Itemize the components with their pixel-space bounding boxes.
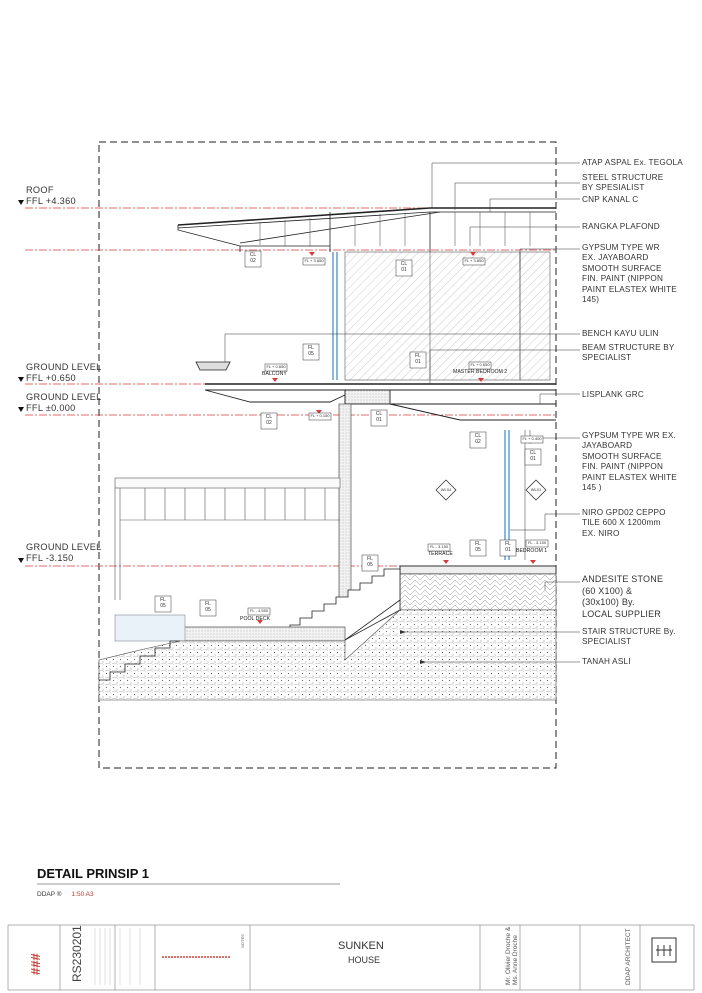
spot-level-roof-right: FL + 3.850 [464,258,484,263]
project-name-line2: HOUSE [348,955,381,965]
callout-steel-structure: STEEL STRUCTURE BY SPESIALIST [582,173,664,193]
callout-niro-tile: NIRO GPD02 CEPPO TILE 600 X 1200mm EX. NIRO [582,508,666,538]
spot-level-roof-left: FL + 3.850 [304,258,324,263]
spot-level-soffit: FL + 0.150 [310,413,330,418]
tag-fl-05-e: FL 05 [205,601,211,613]
callout-gypsum-upper: GYPSUM TYPE WR EX. JAYABOARD SMOOTH SURFACE FIN. PAINT (NIPPON PAINT ELASTEX WHITE 145) [582,243,677,305]
level-value-roof: FFL +4.360 [26,196,76,206]
tag-fl-01-b: FL 01 [505,541,511,553]
tag-cl-01-b: CL 01 [375,411,383,423]
level-label-ground-1: GROUND LEVEL [26,362,102,372]
spot-level-ceiling-lower: FL + 0.400 [522,436,542,441]
room-bedroom-1: BEDROOM 1 [516,548,548,554]
tag-cl-02-a: CL 02 [249,252,257,264]
callout-rangka-plafond: RANGKA PLAFOND [582,222,660,231]
sheet-number: ### [28,953,43,975]
pool-deck [180,627,345,641]
tag-cl-02-b: CL 02 [265,414,273,426]
callout-bench-kayu: BENCH KAYU ULIN [582,329,659,338]
spot-level-terrace: FL - 3.150 [429,544,449,549]
project-name-line1: SUNKEN [338,940,384,952]
tag-fl-05-c: FL 05 [367,556,373,568]
master-bedroom-hatch [345,252,520,380]
tag-fl-01-a: FL 01 [415,353,421,365]
title-block-grid [95,928,140,985]
tag-cl-01-a: CL 01 [400,261,408,273]
pergola [115,478,340,600]
tag-fl-05-a: FL 05 [308,345,314,357]
callout-stair-structure: STAIR STRUCTURE By. SPECIALIST [582,627,676,647]
level-value-ground-3: FFL -3.150 [26,553,74,563]
level-label-roof: ROOF [26,185,54,195]
tag-cl-02-c: CL 02 [474,433,482,445]
spot-level-bedroom-2: FL + 0.650 [470,362,490,367]
upper-wall-right [520,252,550,380]
callout-cnp-kanal: CNP KANAL C [582,195,639,204]
callout-lisplank: LISPLANK GRC [582,390,645,399]
level-label-ground-2: GROUND LEVEL [26,392,102,402]
andesite-stone [400,574,556,610]
room-balcony: BALCONY [262,371,287,377]
callout-atap-aspal: ATAP ASPAL Ex. TEGOLA [582,158,683,167]
callout-andesite: ANDESITE STONE (60 X100) & (30x100) By. LOCAL SUPPLIER [582,574,664,619]
level-label-ground-3: GROUND LEVEL [26,542,102,552]
callout-beam-structure: BEAM STRUCTURE BY SPECIALIST [582,343,675,363]
owner-name: Mr. Olivier Droche & Ms. Anne Droche [505,926,519,985]
drawing-subtitle: DDAP ® 1:50 A3 [37,891,94,898]
pool-water [115,615,185,641]
callout-tanah-asli: TANAH ASLI [582,657,631,666]
drawing-number: RS230201 [70,925,84,982]
level-value-ground-1: FFL +0.650 [26,373,76,383]
tag-cl-01-c: CL 01 [529,450,537,462]
spot-level-balcony: FL + 0.650 [266,364,286,369]
level-markers [18,200,24,563]
roof [178,208,556,252]
spot-level-pool-deck: FL - 4.550 [249,608,269,613]
marker-wl04: WL04 [440,487,452,492]
tag-fl-05-d: FL 05 [160,597,166,609]
level-value-ground-2: FFL ±0.000 [26,403,76,413]
drawing-scale: 1:50 A3 [71,891,94,898]
upper-glass [333,252,337,380]
room-pool-deck: POOL DECK [240,616,271,622]
column [339,404,351,604]
tag-fl-05-b: FL 05 [475,541,481,553]
drawing-title: DETAIL PRINSIP 1 [37,866,149,881]
callout-gypsum-lower: GYPSUM TYPE WR EX. JAYABOARD SMOOTH SURFACE FIN. PAINT (NIPPON PAINT ELASTEX WHITE 145 ) [582,431,677,493]
notes-label: NOTES [240,934,245,948]
spot-level-bedroom-1: FL - 3.150 [527,540,547,545]
terrace-slab [400,566,556,574]
bench [196,362,230,370]
firm-logo [652,938,676,962]
room-master-bedroom-2: MASTER BEDROOM 2 [453,369,508,375]
room-terrace: TERRACE [428,551,453,557]
marker-wl01: WL01 [530,487,542,492]
firm-name: DDAP ARCHITECT [625,928,632,985]
